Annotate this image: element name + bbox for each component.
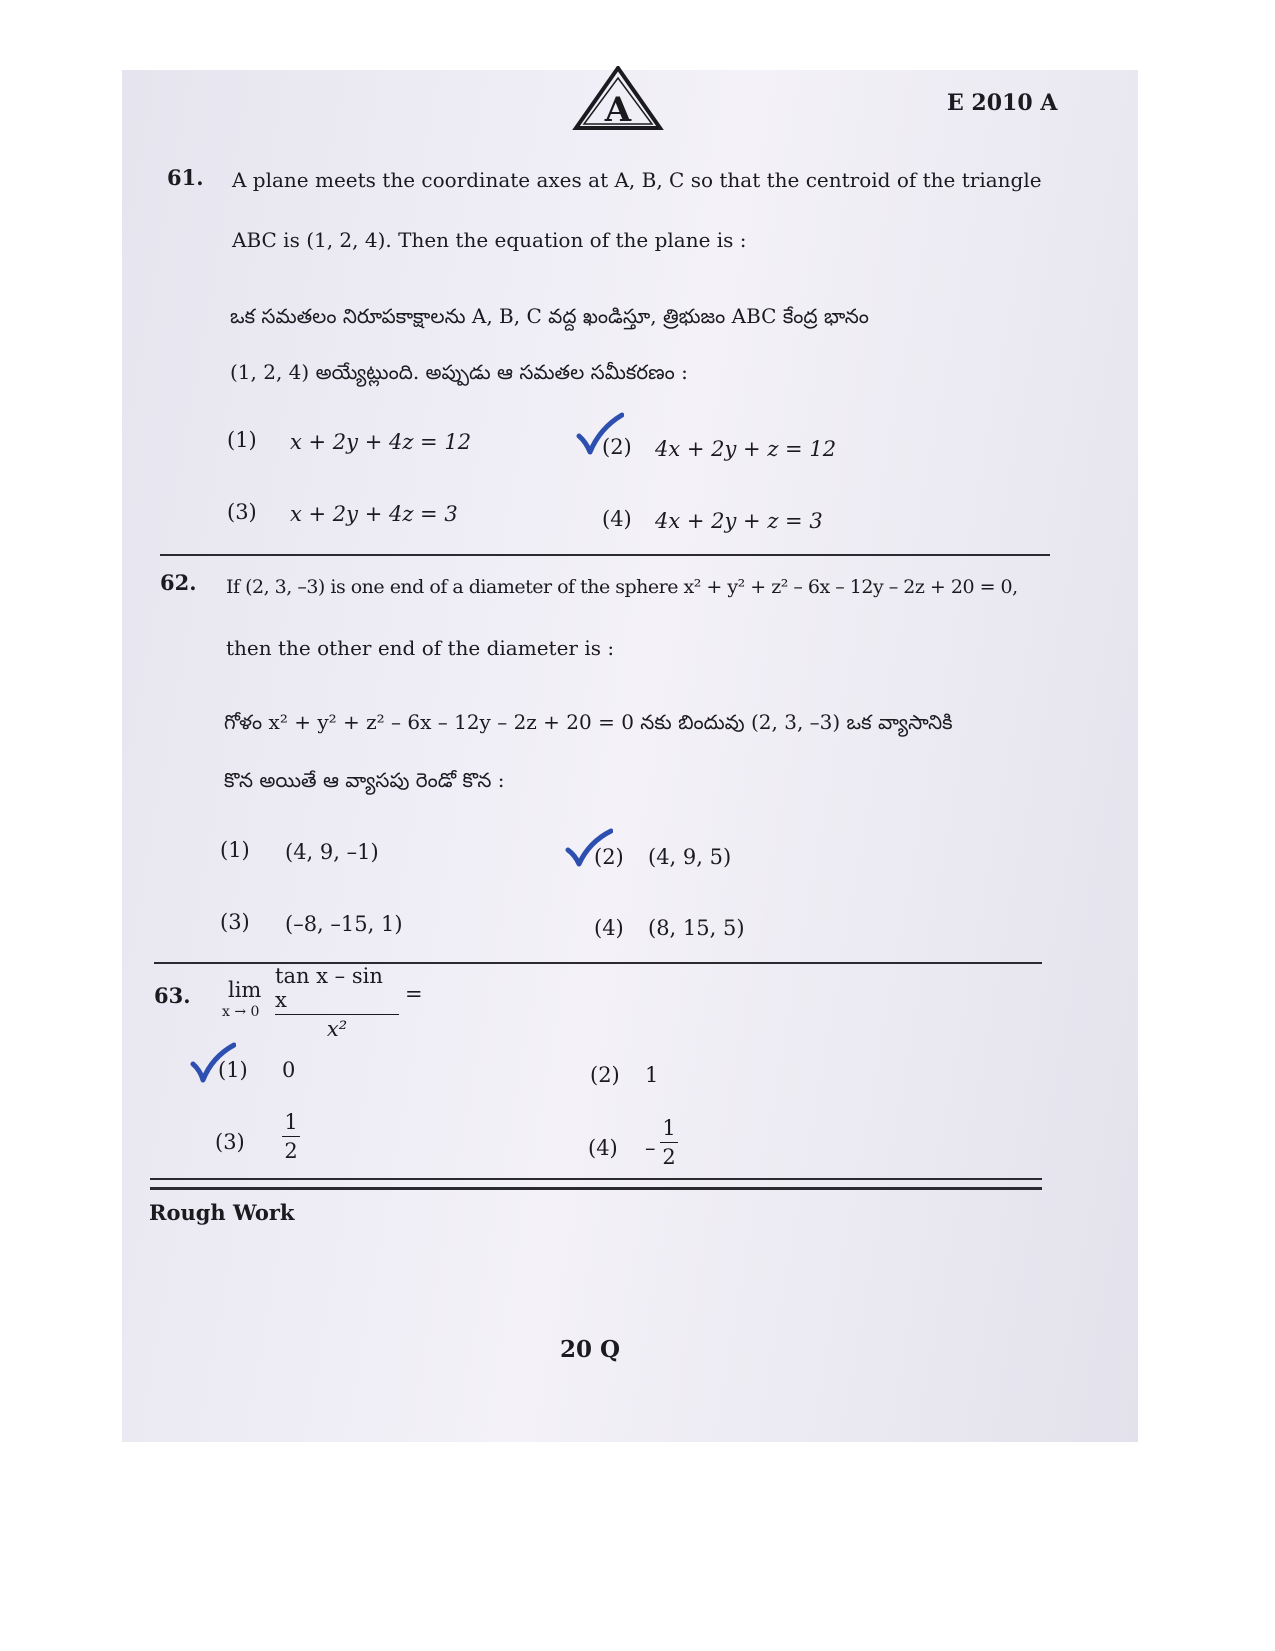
question-number-63: 63. (154, 983, 191, 1008)
q63-option3-number: (3) (215, 1130, 245, 1154)
q63-option4-sign: – (645, 1136, 656, 1160)
question-divider (160, 554, 1050, 556)
limit-subscript: x → 0 (222, 1004, 260, 1020)
q61-telugu-line2: (1, 2, 4) అయ్యేట్లుంది. అప్పుడు ఆ సమతల సమీకరణం : (230, 360, 688, 384)
q61-option3-text: x + 2y + 4z = 3 (290, 502, 458, 526)
q62-option3-text: (–8, –15, 1) (285, 912, 403, 936)
q62-english-line1: If (2, 3, –3) is one end of a diameter of the sphere x² + y² + z² – 6x – 12y – 2z + 20 = 0, (226, 576, 1018, 598)
rough-work-label: Rough Work (149, 1200, 295, 1225)
fraction-denominator: x² (326, 1017, 348, 1041)
q62-telugu-line2: కొన అయితే ఆ వ్యాసపు రెండో కొన : (224, 768, 505, 792)
q62-telugu-line1: గోళం x² + y² + z² – 6x – 12y – 2z + 20 = 0 నకు బిందువు (2, 3, –3) ఒక వ్యాసానికి (224, 710, 953, 734)
q62-option2-number: (2) (594, 845, 624, 869)
q63-option3-fraction (282, 1110, 300, 1163)
q62-option3-number: (3) (220, 910, 250, 934)
fraction-denominator: 2 (284, 1139, 298, 1163)
equals-sign: = (405, 982, 423, 1006)
scanned-page (122, 70, 1138, 1442)
fraction-numerator: tan x – sin x (275, 964, 383, 1012)
question-number-61: 61. (167, 165, 204, 190)
fraction-denominator: 2 (662, 1145, 676, 1169)
q62-option4-number: (4) (594, 916, 624, 940)
limit-fraction (275, 964, 399, 1041)
q61-option2-text: 4x + 2y + z = 12 (655, 437, 837, 461)
q61-option1-text: x + 2y + 4z = 12 (290, 430, 472, 454)
fraction-numerator: 1 (284, 1110, 298, 1134)
q61-option4-number: (4) (602, 507, 632, 531)
rough-work-divider (150, 1187, 1042, 1190)
q61-option2-number: (2) (602, 435, 632, 459)
limit-symbol: lim (228, 978, 262, 1002)
q62-option1-number: (1) (220, 838, 250, 862)
q63-option2-text: 1 (645, 1063, 659, 1087)
q62-option2-text: (4, 9, 5) (648, 845, 732, 869)
q63-option4-fraction (660, 1116, 678, 1169)
q62-option4-text: (8, 15, 5) (648, 916, 745, 940)
page-label: 20 Q (560, 1336, 621, 1363)
q61-english-line1: A plane meets the coordinate axes at A, B, C so that the centroid of the triangle (232, 168, 1042, 192)
logo-letter: A (604, 90, 632, 130)
q63-option1-text: 0 (282, 1058, 296, 1082)
q61-option3-number: (3) (227, 500, 257, 524)
q61-option4-text: 4x + 2y + z = 3 (655, 509, 823, 533)
q62-option1-text: (4, 9, –1) (285, 840, 379, 864)
q63-option4-number: (4) (588, 1136, 618, 1160)
q62-english-line2: then the other end of the diameter is : (226, 636, 615, 660)
question-number-62: 62. (160, 570, 197, 595)
q63-option2-number: (2) (590, 1063, 620, 1087)
q61-telugu-line1: ఒక సమతలం నిరూపకాక్షాలను A, B, C వద్ద ఖండిస్తూ, త్రిభుజం ABC కేంద్ర భానం (230, 304, 869, 328)
paper-code: E 2010 A (947, 90, 1058, 116)
paper-set-logo (572, 66, 664, 132)
q63-option1-number: (1) (218, 1058, 248, 1082)
fraction-numerator: 1 (662, 1116, 676, 1140)
q61-option1-number: (1) (227, 428, 257, 452)
q61-english-line2: ABC is (1, 2, 4). Then the equation of the plane is : (232, 228, 747, 252)
question-divider (150, 1178, 1042, 1180)
